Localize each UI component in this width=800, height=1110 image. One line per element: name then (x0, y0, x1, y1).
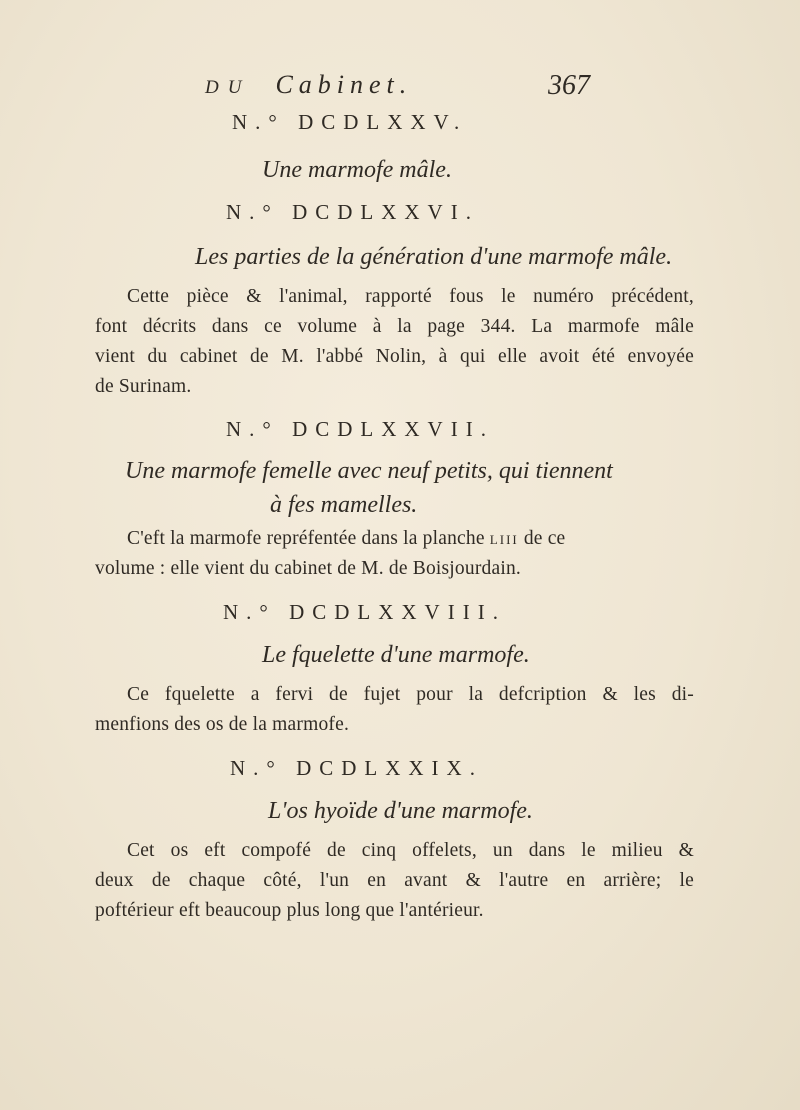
entry-title: Une marmofe femelle avec neuf petits, qui tiennent (125, 458, 613, 484)
entry-number: N.° DCDLXXV. (232, 110, 468, 134)
paragraph-line: menfions des os de la marmofe. (95, 714, 350, 735)
paragraph-line: de Surinam. (95, 376, 192, 397)
entry-title: L'os hyoïde d'une marmofe. (268, 798, 533, 824)
header-title: Cabinet. (275, 70, 413, 99)
entry-title: Une marmofe mâle. (262, 157, 452, 183)
paragraph-line: font décrits dans ce volume à la page 344. La marmofe mâle (95, 316, 694, 337)
header-prefix: DU (205, 77, 251, 98)
paragraph-line: poftérieur eft beaucoup plus long que l'antérieur. (95, 900, 484, 921)
paragraph-line (127, 528, 565, 550)
entry-title: Le fquelette d'une marmofe. (262, 642, 530, 668)
entry-title: à fes mamelles. (270, 492, 418, 518)
entry-title: Les parties de la génération d'une marmofe mâle. (195, 244, 673, 270)
entry-number: N.° DCDLXXIX. (230, 756, 483, 780)
entry-number: N.° DCDLXXVIII. (223, 600, 506, 624)
paragraph-text: C'eft la marmofe repréfentée dans la planche (127, 528, 485, 549)
paragraph-text: de ce (523, 528, 566, 549)
paragraph-line: vient du cabinet de M. l'abbé Nolin, à qui elle avoit été envoyée (95, 346, 694, 367)
paragraph-line: volume : elle vient du cabinet de M. de Boisjourdain. (95, 558, 521, 579)
paragraph-line: Cette pièce & l'animal, rapporté fous le numéro précédent, (127, 286, 694, 307)
paragraph-line: Ce fquelette a fervi de fujet pour la defcription & les di- (127, 684, 694, 705)
paragraph-line: Cet os eft compofé de cinq offelets, un dans le milieu & (127, 840, 694, 861)
plate-reference: LIII (489, 532, 519, 547)
entry-number: N.° DCDLXXVI. (226, 200, 479, 224)
running-header (205, 70, 412, 100)
paragraph-line: deux de chaque côté, l'un en avant & l'autre en arrière; le (95, 870, 694, 891)
page-number: 367 (548, 70, 590, 101)
entry-number: N.° DCDLXXVII. (226, 417, 494, 441)
